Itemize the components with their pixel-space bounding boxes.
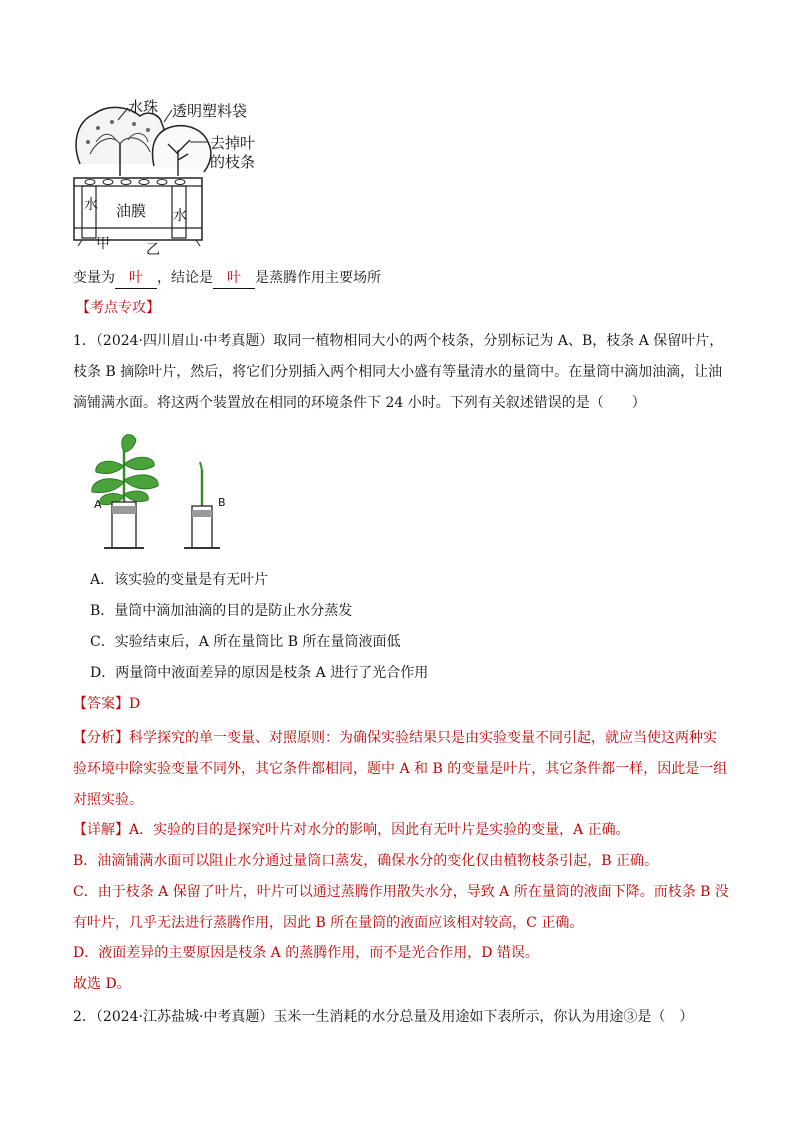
- leaf-a7: [124, 491, 148, 501]
- q1-option-d: D．两量筒中液面差异的原因是枝条 A 进行了光合作用: [90, 665, 429, 681]
- variable-conclusion-line: [73, 268, 381, 289]
- leaf-a2: [96, 461, 124, 473]
- label-b: B: [218, 496, 226, 509]
- detail-line1: [73, 820, 630, 840]
- variable-prefix: 变量为: [73, 270, 115, 286]
- label-branch-line2: 的枝条: [210, 153, 256, 171]
- analysis-line3: 对照实验。: [73, 792, 143, 808]
- q1-option-c: C．实验结束后，A 所在量筒比 B 所在量筒液面低: [90, 634, 401, 650]
- answer-tag: 【答案】: [73, 696, 129, 712]
- cylinder-experiment-figure: [84, 430, 244, 556]
- leaf-a4: [92, 479, 124, 493]
- label-jia: 甲: [96, 236, 110, 252]
- detail-line4: 有叶片，几乎无法进行蒸腾作用，因此 B 所在量筒的液面应该相对较高，C 正确。: [73, 915, 584, 931]
- conclusion-blank: 叶: [213, 268, 255, 289]
- q1-stem-line3: 滴铺满水面。将这两个装置放在相同的环境条件下 24 小时。下列有关叙述错误的是（ ）: [73, 395, 646, 411]
- q1-option-a: A．该实验的变量是有无叶片: [90, 572, 269, 588]
- analysis-line1: [73, 728, 717, 748]
- answer-value: D: [129, 696, 141, 712]
- answer-line: [73, 694, 140, 714]
- analysis-tag: 【分析】: [73, 730, 129, 746]
- leaf-a3: [124, 457, 154, 469]
- detail-line2: B．油滴铺满水面可以阻止水分通过量筒口蒸发，确保水分的变化仅由植物枝条引起，B 正确。: [73, 853, 659, 869]
- transpiration-apparatus-figure: [68, 94, 278, 256]
- detail-text1: A．实验的目的是探究叶片对水分的影响，因此有无叶片是实验的变量，A 正确。: [129, 822, 630, 838]
- variable-suffix: 是蒸腾作用主要场所: [255, 270, 381, 286]
- detail-line5: D．液面差异的主要原因是枝条 A 的蒸腾作用，而不是光合作用，D 错误。: [73, 945, 539, 961]
- label-water-right: 水: [173, 208, 187, 224]
- label-plastic-bag: 透明塑料袋: [172, 102, 248, 120]
- q2-stem-line1: 2．（2024·江苏盐城·中考真题）玉米一生消耗的水分总量及用途如下表所示，你认为用途③是（ ）: [73, 1009, 694, 1025]
- detail-tag: 【详解】: [73, 822, 129, 838]
- label-water-drop: 水珠: [128, 98, 159, 116]
- variable-middle: ，结论是: [157, 270, 213, 286]
- label-oil-film: 油膜: [116, 202, 147, 220]
- label-a: A: [94, 498, 102, 511]
- detail-line3: C．由于枝条 A 保留了叶片，叶片可以通过蒸腾作用散失水分，导致 A 所在量筒的液面下降。而枝条 B 没: [73, 884, 729, 900]
- q1-stem-line2: 枝条 B 摘除叶片，然后，将它们分别插入两个相同大小盛有等量清水的量筒中。在量筒中滴加油滴，让油: [73, 364, 723, 380]
- leaf-a5: [124, 475, 158, 489]
- analysis-line2: 验环境中除实验变量不同外，其它条件都相同，题中 A 和 B 的变量是叶片，其它条件都一样，因此是一组: [73, 761, 728, 777]
- q1-option-b: B．量筒中滴加油滴的目的是防止水分蒸发: [90, 603, 353, 619]
- label-water-left: 水: [84, 197, 98, 213]
- analysis-text1: 科学探究的单一变量、对照原则：为确保实验结果只是由实验变量不同引起，就应当使这两种实: [129, 730, 717, 746]
- label-yi: 乙: [146, 242, 160, 256]
- section-title: 【考点专攻】: [76, 300, 160, 316]
- label-branch-line1: 去掉叶: [210, 134, 256, 152]
- leaf-a1: [122, 435, 136, 452]
- variable-blank: 叶: [115, 268, 157, 289]
- conclusion-line: 故选 D。: [73, 976, 131, 992]
- q1-stem-line1: 1．（2024·四川眉山·中考真题）取同一植物相同大小的两个枝条，分别标记为 A、B，枝条 A 保留叶片，: [73, 333, 724, 349]
